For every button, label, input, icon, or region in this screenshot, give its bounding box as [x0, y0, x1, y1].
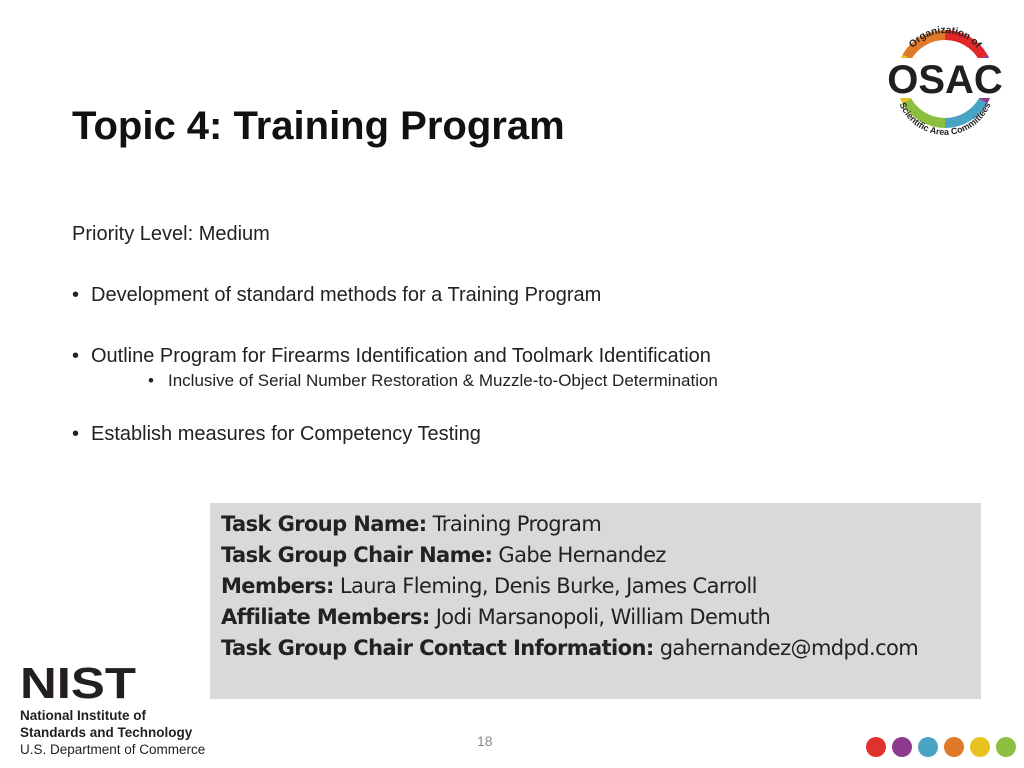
task-group-name-value: Training Program [426, 512, 602, 536]
bullet-item [72, 423, 481, 446]
task-group-info-box [210, 503, 981, 699]
task-group-chair-label: Task Group Chair Name: [221, 543, 493, 567]
bullet-item [72, 345, 711, 368]
priority-level: Priority Level: Medium [72, 223, 270, 245]
bullet-glyph: • [72, 423, 80, 445]
nist-line-1: National Institute of [20, 708, 146, 723]
bullet-glyph: • [148, 371, 154, 390]
affiliate-members-label: Affiliate Members: [221, 605, 430, 629]
dot-green [996, 737, 1016, 757]
chair-contact-line [221, 633, 970, 664]
dot-purple [892, 737, 912, 757]
page-number: 18 [477, 733, 493, 749]
bullet-text: Development of standard methods for a Training Program [91, 284, 602, 306]
chair-contact-value: gahernandez@mdpd.com [653, 636, 919, 660]
nist-line-3: U.S. Department of Commerce [20, 742, 206, 757]
bullet-text: Outline Program for Firearms Identification and Toolmark Identification [91, 345, 711, 367]
dot-orange [944, 737, 964, 757]
osac-bottom-arc: Scientific Area Committees [897, 100, 993, 138]
osac-top-arc: Organization of [907, 24, 984, 51]
bullet-text: Establish measures for Competency Testing [91, 423, 481, 445]
nist-wordmark-text: NIST [20, 666, 137, 702]
sub-bullet-item [148, 371, 718, 391]
bullet-item [72, 284, 601, 307]
osac-logo [882, 16, 1008, 142]
osac-wordmark: OSAC [887, 58, 1003, 102]
task-group-chair-value: Gabe Hernandez [492, 543, 666, 567]
chair-contact-label: Task Group Chair Contact Information: [221, 636, 654, 660]
dot-red [866, 737, 886, 757]
bullet-glyph: • [72, 284, 80, 306]
sub-bullet-text: Inclusive of Serial Number Restoration & Muzzle-to-Object Determination [168, 371, 718, 390]
members-label: Members: [221, 574, 334, 598]
decorative-dots [866, 737, 1016, 757]
dot-yellow [970, 737, 990, 757]
members-value: Laura Fleming, Denis Burke, James Carroll [333, 574, 757, 598]
bullet-glyph: • [72, 345, 80, 367]
affiliate-members-line [221, 602, 970, 633]
nist-wordmark [20, 666, 140, 702]
task-group-name-line [221, 509, 970, 540]
members-line [221, 571, 970, 602]
task-group-name-label: Task Group Name: [221, 512, 427, 536]
task-group-chair-line [221, 540, 970, 571]
nist-logo [20, 666, 220, 758]
nist-line-2: Standards and Technology [20, 725, 193, 740]
slide-title: Topic 4: Training Program [72, 104, 565, 148]
affiliate-members-value: Jodi Marsanopoli, William Demuth [429, 605, 771, 629]
dot-blue [918, 737, 938, 757]
